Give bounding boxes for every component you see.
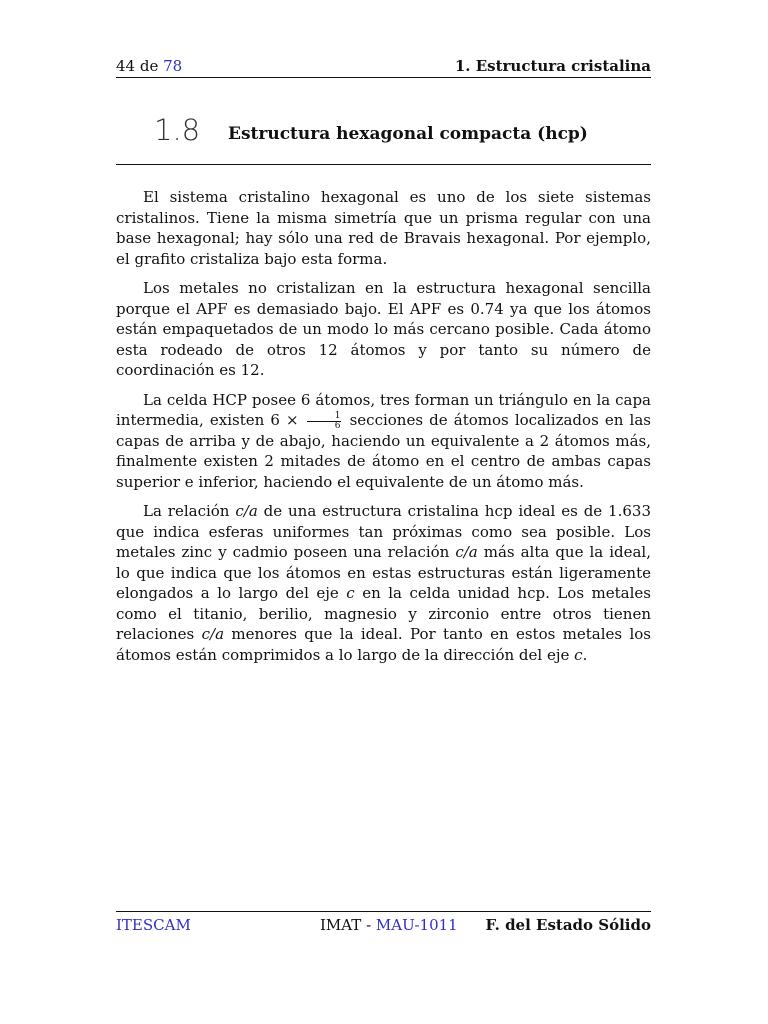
course-info [320,916,458,934]
paragraph-3-part-a: La celda HCP posee 6 átomos, tres forman un triángulo en la capa intermedia, existen 6 × [116,390,651,429]
paragraph-3-part-b: secciones de átomos localizados en las capas de arriba y de abajo, haciendo un equivalente a 2 átomos más, finalmente existen 2 mitades de átomo en el centro de ambas capas superior e inferior, haciendo el equivalente de un átomo más. [116,411,651,491]
course-prefix: IMAT - [320,916,376,934]
body-text [116,187,651,674]
subject-title: F. del Estado Sólido [485,916,651,934]
ca-ratio-symbol: c/a [455,543,478,561]
page-separator: de [139,57,159,75]
section-number: 1.8 [154,113,201,147]
p4-period: . [582,645,588,664]
page-footer [116,911,651,935]
page-header [116,56,651,78]
paragraph-3 [116,390,651,493]
chapter-title: 1. Estructura cristalina [454,57,651,75]
current-page: 44 [116,57,136,75]
course-code-link[interactable]: MAU-1011 [375,916,458,934]
fraction-numerator: 1 [307,412,342,422]
ca-ratio-symbol: c/a [235,502,258,520]
section-title: Estructura hexagonal compacta (hcp) [228,124,588,144]
p4-text-1: La relación [143,502,230,520]
p4-text-5: menores que la ideal. Por tanto en estos metales los átomos están comprimidos a lo largo de la dirección del eje [116,625,651,664]
institution-link[interactable]: ITESCAM [116,916,191,934]
paragraph-4 [116,501,651,665]
fraction-one-sixth [307,412,342,431]
paragraph-2: Los metales no cristalizan en la estructura hexagonal sencilla porque el APF es demasiado bajo. El APF es 0.74 ya que los átomos están empaquetados de un modo lo más cercano posible. Cada átomo esta rodeado de otros 12 átomos y por tanto su número de coordinación es 12. [116,279,651,379]
paragraph-1: El sistema cristalino hexagonal es uno de los siete sistemas cristalinos. Tiene la misma simetría que un prisma regular con una base hexagonal; hay sólo una red de Bravais hexagonal. Por ejemplo, el grafito cristaliza bajo esta forma. [116,188,651,268]
fraction-denominator: 6 [334,420,341,431]
p4-text-2: de una estructura cristalina hcp ideal es de 1.633 que indica esferas uniformes tan próximas como sea posible. Los metales zinc y cadmio poseen una relación [116,502,651,561]
total-pages-link[interactable]: 78 [163,57,183,75]
ca-ratio-symbol: c/a [201,625,225,643]
page-counter [116,57,182,75]
p4-text-3: más alta que la ideal, lo que indica que los átomos en estas estructuras están ligeramente elongados a lo largo del eje [116,543,651,602]
c-axis-symbol: c [574,645,583,664]
p4-text-4: en la celda unidad hcp. Los metales como el titanio, berilio, magnesio y zirconio entre otros tienen relaciones [116,584,651,643]
c-axis-symbol: c [346,584,355,602]
section-heading [116,108,651,165]
